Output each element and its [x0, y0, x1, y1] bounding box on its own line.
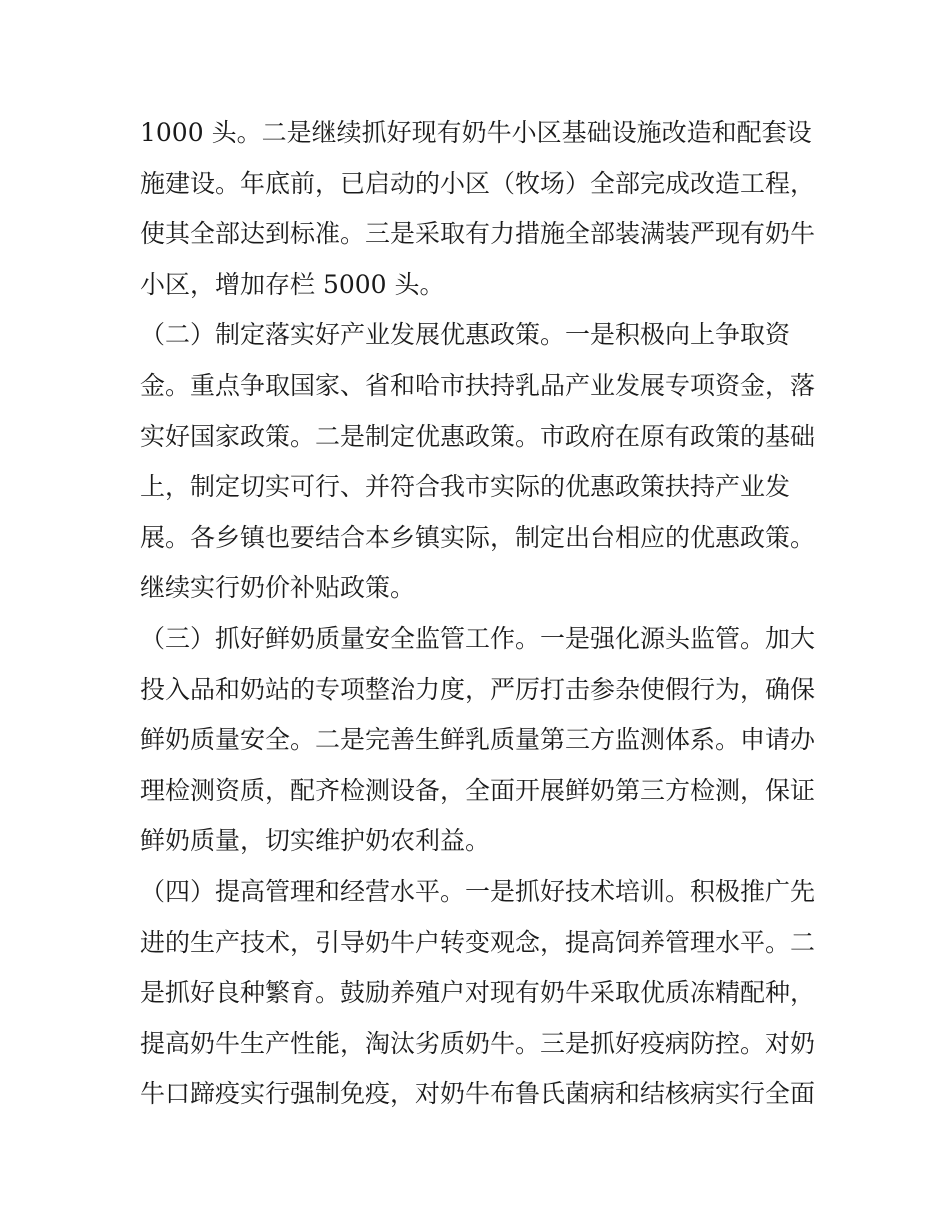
text-line-17: 进的生产技术，引导奶牛户转变观念，提高饲养管理水平。二	[140, 927, 816, 957]
text-line-20: 牛口蹄疫实行强制免疫，对奶牛布鲁氏菌病和结核病实行全面	[140, 1079, 816, 1109]
text-line-19: 提高奶牛生产性能，淘汰劣质奶牛。三是抓好疫病防控。对奶	[140, 1028, 816, 1058]
text-line-14: 理检测资质，配齐检测设备，全面开展鲜奶第三方检测，保证	[140, 775, 816, 805]
text-line-3: 使其全部达到标准。三是采取有力措施全部装满装严现有奶牛	[140, 219, 816, 249]
text-line-13: 鲜奶质量安全。二是完善生鲜乳质量第三方监测体系。申请办	[140, 725, 816, 755]
text-line-2: 施建设。年底前，已启动的小区（牧场）全部完成改造工程，	[140, 168, 816, 198]
text-line-18: 是抓好良种繁育。鼓励养殖户对现有奶牛采取优质冻精配种，	[140, 978, 816, 1008]
section-heading-4: （四）提高管理和经营水平。一是抓好技术培训。积极推广先	[140, 876, 816, 906]
text-line-4: 小区，增加存栏 5000 头。	[140, 269, 445, 299]
body-text	[140, 108, 820, 1120]
section-heading-2: （二）制定落实好产业发展优惠政策。一是积极向上争取资	[140, 320, 791, 350]
section-heading-3: （三）抓好鲜奶质量安全监管工作。一是强化源头监管。加大	[140, 623, 816, 653]
text-line-6: 金。重点争取国家、省和哈市扶持乳品产业发展专项资金，落	[140, 370, 816, 400]
text-line-15: 鲜奶质量，切实维护奶农利益。	[140, 826, 491, 856]
text-line-10: 继续实行奶价补贴政策。	[140, 573, 416, 603]
text-line-1: 1000 头。二是继续抓好现有奶牛小区基础设施改造和配套设	[140, 118, 812, 147]
text-line-12: 投入品和奶站的专项整治力度，严厉打击参杂使假行为，确保	[140, 674, 816, 704]
text-line-9: 展。各乡镇也要结合本乡镇实际，制定出台相应的优惠政策。	[140, 522, 816, 552]
text-line-7: 实好国家政策。二是制定优惠政策。市政府在原有政策的基础	[140, 421, 816, 451]
text-line-8: 上，制定切实可行、并符合我市实际的优惠政策扶持产业发	[140, 472, 791, 502]
